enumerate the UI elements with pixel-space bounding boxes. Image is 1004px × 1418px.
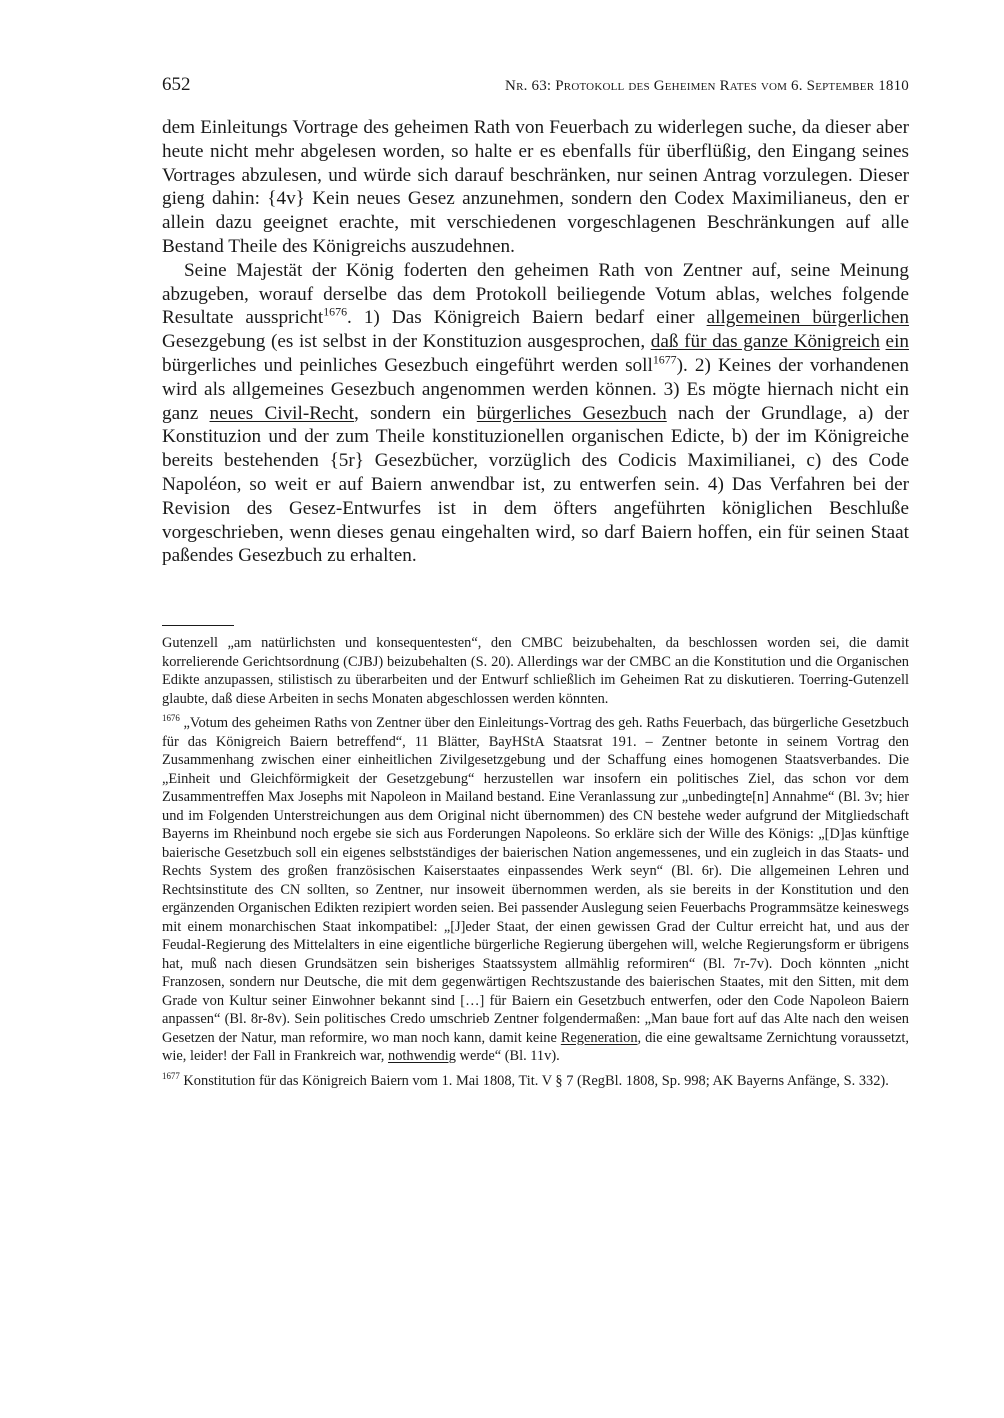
footnote-continued: Gutenzell „am natürlichsten und konsequentesten“, den CMBC beizubehalten, da beschlossen worden sei, die damit korrelierende Gerichtsordnung (CJBJ) beizubehalten (S. 20). Allerdings war der CMBC an die Konstitution und die Organischen Edikte anzupassen, stilistisch zu überarbeiten und der Entwurf schließlich im Geheimen Rat zu diskutieren. Toerring-Gutenzell glaubte, daß diese Arbeiten in sechs Monaten abgeschlossen werden könnten. (162, 635, 909, 707)
underlined-text: allgemeinen bürgerlichen (706, 307, 909, 329)
page-number: 652 (162, 74, 191, 95)
running-head (162, 74, 909, 96)
underlined-text: bürgerliches Gesezbuch (476, 402, 667, 424)
underlined-text: nothwendig (388, 1048, 456, 1064)
text-run: bürgerliches und peinliches Gesezbuch eingeführt werden soll (162, 354, 653, 376)
footnote-number: 1677 (162, 1070, 180, 1081)
footnote-number: 1676 (162, 713, 180, 724)
text-run: Konstitution für das Königreich Baiern vom 1. Mai 1808, Tit. V § 7 (RegBl. 1808, Sp. 998; AK Bayerns Anfänge, S. 332). (179, 1072, 889, 1089)
underlined-text: neues Civil-Recht (209, 402, 354, 424)
footnote-divider (162, 625, 234, 626)
running-title: Nr. 63: Protokoll des Geheimen Rates vom 6. September 1810 (505, 78, 909, 94)
text-run: , die eine gewaltsame Zernichtung voraussetzt, wie, leider! der Fall in Frankreich war, (162, 1029, 909, 1064)
underlined-text: ein (885, 331, 909, 353)
text-run: Seine Majestät der König foderten den geheimen Rath von Zentner auf, seine Meinung abzugeben, worauf derselbe das dem Protokoll beiliegende Votum ablas, welches folgende Resultate ausspricht (162, 259, 909, 329)
text-run: „Votum des geheimen Raths von Zentner über den Einleitungs-Vortrag des geh. Raths Feuerbach, das bürgerliche Gesetzbuch für das Königreich Baiern betreffend“, 11 Blätter, BayHStA Staatsrat 191. – Zentner betonte in seinem Vortrag den Zusammenhang zwischen einer einheitlichen Zivilgesetzgebung und der Schaffung eines homogenen Staatsverbandes. Die „Einheit und Gleichförmigkeit der Gesetzgebung“ herzustellen war insofern ein politisches Ziel, das schon vor dem Zusammentreffen Max Josephs mit Napoleon in Mailand bestand. Eine Veranlassung zur „unbedingte[n] Annahme“ (Bl. 3v; hier und im Folgenden Unterstreichungen aus dem Original nicht übernommen) des CN bestehe weder aufgrund der Mitgliedschaft Bayerns im Rheinbund noch ergebe sie sich aus Forderungen Napoleons. So erkläre sich der Wille des Königs: „[D]as künftige baierische Gesetzbuch soll ein eigenes selbstständiges der baierischen Nation angemessenes, und ein zugleich in das Staats- und Rechts System des großen französischen Kaiserstaates einpassendes Werk seyn“ (Bl. 6r). Die allgemeinen Lehren und Rechtsinstitute des CN sollten, so Zentner, nur insoweit übernommen werden, als sie bereits in der Konstitution und den ergänzenden Organischen Edikten rezipiert worden seien. Bei passender Auslegung seien Feuerbachs Programmsätze keineswegs mit einem monarchischen Staat inkompatibel: „[J]eder Staat, der einen gewissen Grad der Cultur erreicht hat, und aus der Feudal-Regierung des Mittelalters in eine eigentliche bürgerliche Regierung übergehen will, welche Regierungsform er übrigens hat, muß nach diesen Grundsätzen sein bisheriges Staatssystem allmählig reformiren“ (Bl. 7r-7v). Doch könnten „nicht Franzosen, sondern nur Deutsche, die mit dem gegenwärtigen Rechtszustande des baierischen Staates, mit den Sitten, mit dem Grade von Kultur seiner Einwohner bekannt sind […] für Baiern ein Gesetzbuch entwerfen, oder den Code Napoleon Baiern anpassen“ (Bl. 8r-8v). Sein politisches Credo umschrieb Zentner folgendermaßen: „Man baue fort auf das Alte nach den weisen Gesetzen der Natur, man reformire, wo man noch kann, damit keine (162, 715, 909, 1046)
footnote-1677 (162, 1072, 909, 1091)
footnote-ref-1676: 1676 (323, 304, 348, 319)
text-run: . 1) Das Königreich Baiern bedarf einer (347, 307, 707, 329)
text-run: , sondern ein (354, 402, 477, 424)
footnotes (162, 634, 909, 1096)
text-run: ). 2) Keines der vorhandenen wird als allgemeines Gesezbuch angenommen werden können. 3) Es mögte hiernach nicht ein ganz (162, 354, 910, 424)
paragraph-1: dem Einleitungs Vortrage des geheimen Rath von Feuerbach zu widerlegen suche, da dieser aber heute nicht mehr abgelesen worden, so halte er es ebenfalls für überflüßig, den Eingang seines Vortrages abzulesen, und würde sich darauf beschränken, nur seinen Antrag vorzulegen. Dieser gieng dahin: {4v} Kein neues Gesez anzunehmen, sondern den Codex Maximilianeus, den er allein dazu geeignet erachte, mit verschiedenen vorgeschlagenen Beschränkungen auf alle Bestand Theile des Königreichs auszudehnen. (162, 117, 909, 257)
text-run: Gesezgebung (es ist selbst in der Konstituzion ausgesprochen, (162, 331, 651, 353)
footnote-1676 (162, 714, 909, 1066)
body-text (162, 116, 909, 568)
footnote-ref-1677: 1677 (652, 352, 677, 367)
underlined-text: daß für das ganze Königreich (650, 331, 880, 353)
paragraph-2 (162, 259, 909, 568)
underlined-text: Regeneration (560, 1029, 638, 1046)
text-run: werde“ (Bl. 11v). (455, 1048, 560, 1064)
text-run: nach der Grundlage, a) der Konstituzion und der zum Theile konstituzionellen organischen Edicte, b) der im Königreiche bereits bestehenden {5r} Gesezbücher, vorzüglich des Codicis Maximilianei, c) des Code Napoléon, so weit er auf Baiern anwendbar ist, zu entwerfen sein. 4) Das Verfahren bei der Revision des Gesez-Entwurfes ist in dem öfters angeführten königlichen Beschluße vorgeschrieben, wenn dieses genau eingehalten wird, so darf Baiern hoffen, ein für seinen Staat paßendes Gesezbuch zu erhalten. (162, 402, 909, 567)
